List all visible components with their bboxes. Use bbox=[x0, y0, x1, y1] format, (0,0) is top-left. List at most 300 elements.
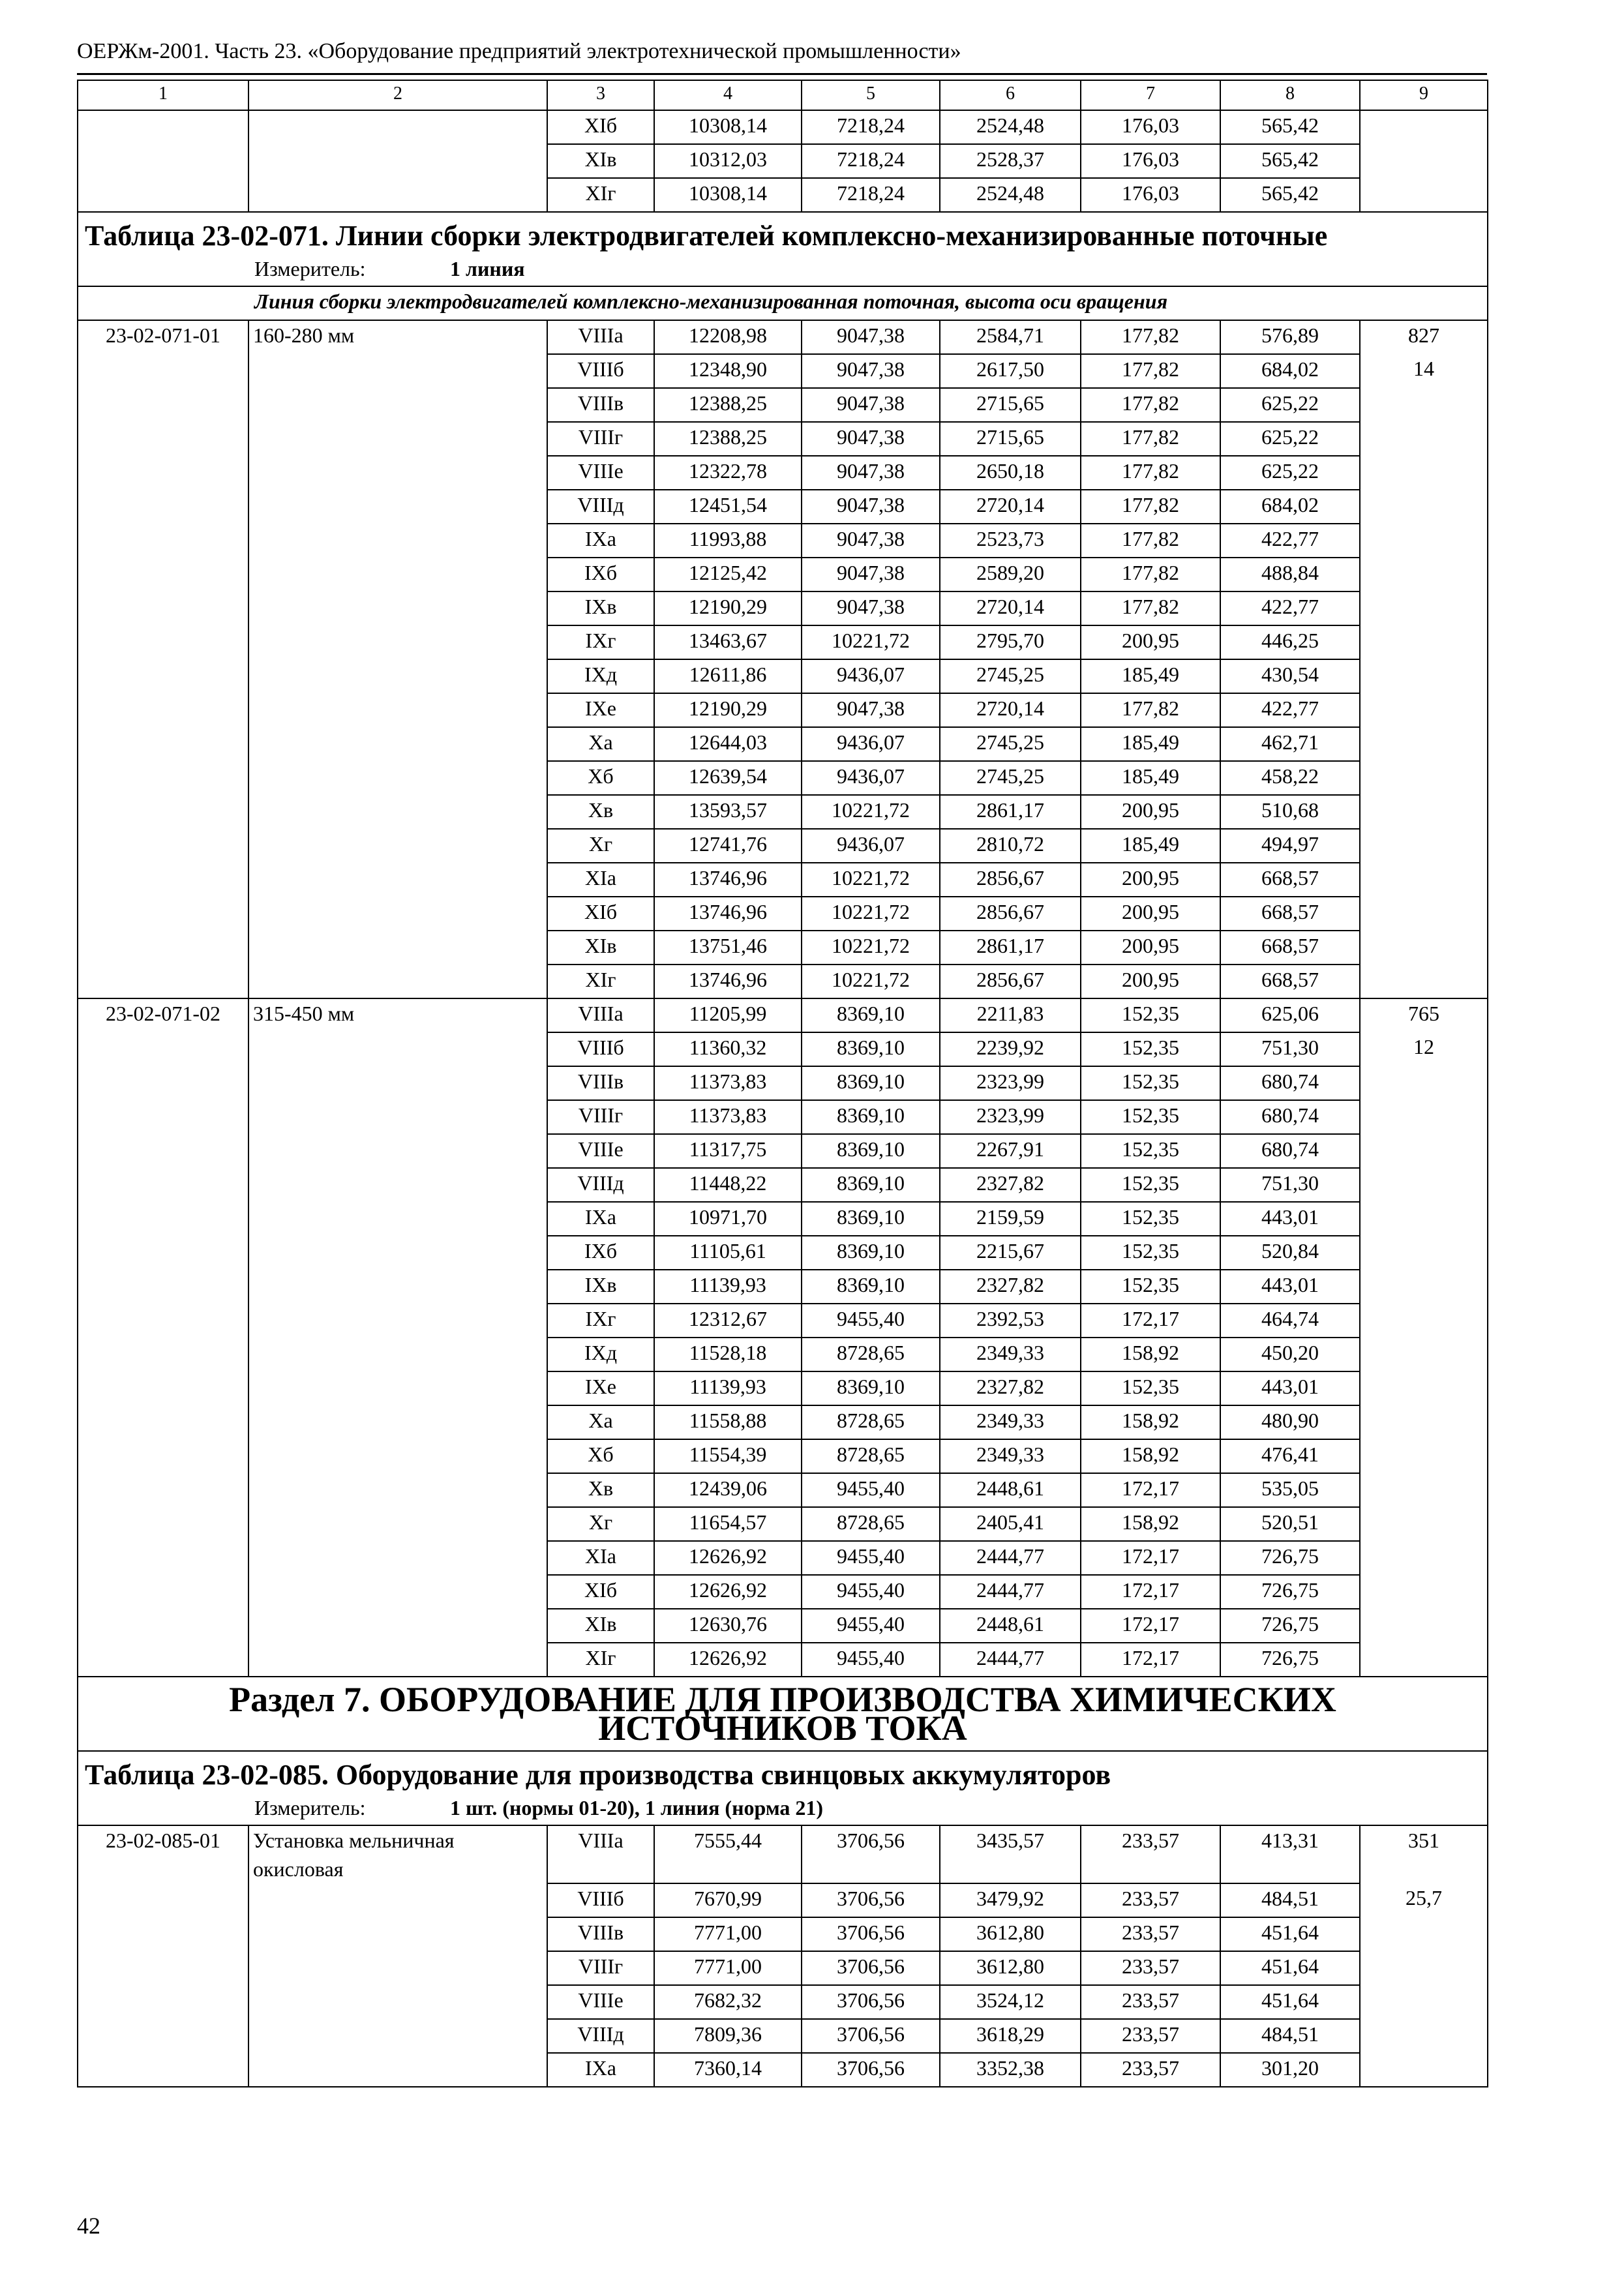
value-cell: 3612,80 bbox=[940, 1951, 1081, 1985]
table-row bbox=[78, 1473, 1488, 1507]
zone-cell: XIб bbox=[547, 110, 654, 144]
table-row bbox=[78, 829, 1488, 863]
value-cell: 9047,38 bbox=[802, 490, 940, 524]
value-cell: 11554,39 bbox=[654, 1439, 802, 1473]
column-number: 1 bbox=[78, 80, 248, 110]
resource-cell: 351 bbox=[1360, 1825, 1488, 1883]
value-cell: 462,71 bbox=[1220, 727, 1360, 761]
name-cell bbox=[248, 1985, 547, 2019]
value-cell: 451,64 bbox=[1220, 1985, 1360, 2019]
resource-cell: 14 bbox=[1360, 354, 1488, 388]
value-cell: 8369,10 bbox=[802, 1270, 940, 1304]
value-cell: 9047,38 bbox=[802, 320, 940, 354]
table-row bbox=[78, 1304, 1488, 1338]
table-row bbox=[78, 1825, 1488, 1883]
table-row bbox=[78, 625, 1488, 659]
table-row bbox=[78, 2019, 1488, 2053]
value-cell: 2745,25 bbox=[940, 659, 1081, 693]
value-cell: 12322,78 bbox=[654, 456, 802, 490]
value-cell: 12125,42 bbox=[654, 558, 802, 591]
resource-cell bbox=[1360, 1917, 1488, 1951]
rates-table bbox=[77, 80, 1488, 2087]
value-cell: 176,03 bbox=[1081, 144, 1220, 178]
code-cell: 23-02-071-01 bbox=[78, 320, 248, 354]
zone-cell: VIIIе bbox=[547, 1134, 654, 1168]
code-cell: 23-02-085-01 bbox=[78, 1825, 248, 1883]
value-cell: 2720,14 bbox=[940, 693, 1081, 727]
zone-cell: Xб bbox=[547, 761, 654, 795]
table-row bbox=[78, 591, 1488, 625]
code-cell bbox=[78, 524, 248, 558]
zone-cell: VIIIд bbox=[547, 1168, 654, 1202]
zone-cell: XIб bbox=[547, 1575, 654, 1609]
name-cell bbox=[248, 1134, 547, 1168]
name-cell bbox=[248, 456, 547, 490]
value-cell: 11528,18 bbox=[654, 1338, 802, 1371]
value-cell: 2720,14 bbox=[940, 490, 1081, 524]
value-cell: 11373,83 bbox=[654, 1100, 802, 1134]
resource-cell bbox=[1360, 1371, 1488, 1405]
value-cell: 177,82 bbox=[1081, 320, 1220, 354]
value-cell: 10221,72 bbox=[802, 897, 940, 931]
code-cell bbox=[78, 693, 248, 727]
value-cell: 8369,10 bbox=[802, 1168, 940, 1202]
name-cell bbox=[248, 1405, 547, 1439]
code-cell bbox=[78, 1134, 248, 1168]
value-cell: 8728,65 bbox=[802, 1338, 940, 1371]
table-row bbox=[78, 1236, 1488, 1270]
name-cell: 315-450 мм bbox=[248, 998, 547, 1032]
value-cell: 8369,10 bbox=[802, 1371, 940, 1405]
value-cell: 176,03 bbox=[1081, 110, 1220, 144]
code-cell bbox=[78, 1100, 248, 1134]
value-cell: 422,77 bbox=[1220, 693, 1360, 727]
code-cell bbox=[78, 659, 248, 693]
value-cell: 233,57 bbox=[1081, 1917, 1220, 1951]
name-cell bbox=[248, 1507, 547, 1541]
code-cell bbox=[78, 1270, 248, 1304]
table-row bbox=[78, 2053, 1488, 2087]
value-cell: 12388,25 bbox=[654, 422, 802, 456]
name-cell bbox=[248, 1917, 547, 1951]
table-row bbox=[78, 456, 1488, 490]
value-cell: 8369,10 bbox=[802, 1066, 940, 1100]
resource-cell bbox=[1360, 795, 1488, 829]
value-cell: 10971,70 bbox=[654, 1202, 802, 1236]
value-cell: 668,57 bbox=[1220, 931, 1360, 965]
value-cell: 625,22 bbox=[1220, 456, 1360, 490]
zone-cell: VIIIб bbox=[547, 1883, 654, 1917]
resource-cell bbox=[1360, 558, 1488, 591]
name-cell bbox=[248, 558, 547, 591]
table-row bbox=[78, 354, 1488, 388]
value-cell: 2861,17 bbox=[940, 795, 1081, 829]
value-cell: 12626,92 bbox=[654, 1643, 802, 1677]
table-row bbox=[78, 1066, 1488, 1100]
value-cell: 9455,40 bbox=[802, 1304, 940, 1338]
value-cell: 2159,59 bbox=[940, 1202, 1081, 1236]
resource-cell bbox=[1360, 1270, 1488, 1304]
resource-cell bbox=[1360, 693, 1488, 727]
zone-cell: VIIIа bbox=[547, 998, 654, 1032]
value-cell: 13746,96 bbox=[654, 863, 802, 897]
code-cell bbox=[78, 863, 248, 897]
value-cell: 177,82 bbox=[1081, 456, 1220, 490]
measure-label: Измеритель: bbox=[254, 257, 366, 280]
value-cell: 13751,46 bbox=[654, 931, 802, 965]
code-cell bbox=[78, 1168, 248, 1202]
name-cell bbox=[248, 829, 547, 863]
value-cell: 3706,56 bbox=[802, 1951, 940, 1985]
value-cell: 2810,72 bbox=[940, 829, 1081, 863]
value-cell: 2323,99 bbox=[940, 1100, 1081, 1134]
value-cell: 3352,38 bbox=[940, 2053, 1081, 2087]
value-cell: 484,51 bbox=[1220, 2019, 1360, 2053]
table-row bbox=[78, 998, 1488, 1032]
value-cell: 2405,41 bbox=[940, 1507, 1081, 1541]
name-cell bbox=[248, 1609, 547, 1643]
value-cell: 2856,67 bbox=[940, 863, 1081, 897]
value-cell: 200,95 bbox=[1081, 897, 1220, 931]
value-cell: 200,95 bbox=[1081, 931, 1220, 965]
value-cell: 680,74 bbox=[1220, 1066, 1360, 1100]
value-cell: 3706,56 bbox=[802, 1883, 940, 1917]
value-cell: 200,95 bbox=[1081, 863, 1220, 897]
resource-cell bbox=[1360, 422, 1488, 456]
zone-cell: IXв bbox=[547, 591, 654, 625]
value-cell: 2720,14 bbox=[940, 591, 1081, 625]
value-cell: 233,57 bbox=[1081, 1985, 1220, 2019]
value-cell: 12388,25 bbox=[654, 388, 802, 422]
value-cell: 152,35 bbox=[1081, 998, 1220, 1032]
table-row bbox=[78, 1338, 1488, 1371]
name-cell bbox=[248, 727, 547, 761]
value-cell: 172,17 bbox=[1081, 1643, 1220, 1677]
value-cell: 680,74 bbox=[1220, 1134, 1360, 1168]
value-cell: 8369,10 bbox=[802, 1134, 940, 1168]
header-rule bbox=[77, 73, 1487, 75]
value-cell: 12611,86 bbox=[654, 659, 802, 693]
code-cell bbox=[78, 965, 248, 998]
value-cell: 726,75 bbox=[1220, 1643, 1360, 1677]
zone-cell: VIIIе bbox=[547, 1985, 654, 2019]
value-cell: 10221,72 bbox=[802, 625, 940, 659]
name-cell bbox=[248, 591, 547, 625]
resource-cell bbox=[1360, 965, 1488, 998]
value-cell: 11205,99 bbox=[654, 998, 802, 1032]
value-cell: 2524,48 bbox=[940, 178, 1081, 212]
value-cell: 2267,91 bbox=[940, 1134, 1081, 1168]
value-cell: 9436,07 bbox=[802, 727, 940, 761]
value-cell: 9047,38 bbox=[802, 422, 940, 456]
column-number-row bbox=[78, 80, 1488, 110]
value-cell: 10312,03 bbox=[654, 144, 802, 178]
value-cell: 458,22 bbox=[1220, 761, 1360, 795]
value-cell: 8728,65 bbox=[802, 1405, 940, 1439]
column-number: 2 bbox=[248, 80, 547, 110]
code-cell bbox=[78, 1643, 248, 1677]
name-cell bbox=[248, 354, 547, 388]
value-cell: 12741,76 bbox=[654, 829, 802, 863]
column-number: 8 bbox=[1220, 80, 1360, 110]
name-cell bbox=[248, 625, 547, 659]
zone-cell: IXд bbox=[547, 1338, 654, 1371]
resource-cell bbox=[1360, 727, 1488, 761]
value-cell: 185,49 bbox=[1081, 829, 1220, 863]
table-row bbox=[78, 659, 1488, 693]
value-cell: 2349,33 bbox=[940, 1439, 1081, 1473]
zone-cell: XIв bbox=[547, 144, 654, 178]
value-cell: 451,64 bbox=[1220, 1917, 1360, 1951]
value-cell: 158,92 bbox=[1081, 1338, 1220, 1371]
value-cell: 13746,96 bbox=[654, 897, 802, 931]
code-cell bbox=[78, 456, 248, 490]
table-row bbox=[78, 1575, 1488, 1609]
value-cell: 12451,54 bbox=[654, 490, 802, 524]
resource-cell: 827 bbox=[1360, 320, 1488, 354]
code-cell bbox=[78, 422, 248, 456]
table-row bbox=[78, 178, 1488, 212]
code-cell bbox=[78, 1371, 248, 1405]
value-cell: 233,57 bbox=[1081, 2019, 1220, 2053]
column-number: 4 bbox=[654, 80, 802, 110]
value-cell: 2745,25 bbox=[940, 727, 1081, 761]
value-cell: 2650,18 bbox=[940, 456, 1081, 490]
value-cell: 12348,90 bbox=[654, 354, 802, 388]
value-cell: 520,51 bbox=[1220, 1507, 1360, 1541]
table-title-block bbox=[78, 212, 1488, 286]
code-cell bbox=[78, 490, 248, 524]
value-cell: 2392,53 bbox=[940, 1304, 1081, 1338]
table-row bbox=[78, 1609, 1488, 1643]
table-row bbox=[78, 863, 1488, 897]
table-row bbox=[78, 1202, 1488, 1236]
resource-cell bbox=[1360, 829, 1488, 863]
value-cell: 9436,07 bbox=[802, 761, 940, 795]
name-cell bbox=[248, 693, 547, 727]
value-cell: 7555,44 bbox=[654, 1825, 802, 1883]
value-cell: 172,17 bbox=[1081, 1575, 1220, 1609]
value-cell: 9047,38 bbox=[802, 524, 940, 558]
name-cell bbox=[248, 863, 547, 897]
value-cell: 152,35 bbox=[1081, 1134, 1220, 1168]
value-cell: 450,20 bbox=[1220, 1338, 1360, 1371]
value-cell: 9455,40 bbox=[802, 1575, 940, 1609]
zone-cell: Xг bbox=[547, 1507, 654, 1541]
name-cell bbox=[248, 524, 547, 558]
zone-cell: VIIIе bbox=[547, 456, 654, 490]
value-cell: 726,75 bbox=[1220, 1541, 1360, 1575]
value-cell: 625,22 bbox=[1220, 388, 1360, 422]
code-cell bbox=[78, 1951, 248, 1985]
resource-cell bbox=[1360, 1507, 1488, 1541]
value-cell: 10221,72 bbox=[802, 863, 940, 897]
value-cell: 565,42 bbox=[1220, 178, 1360, 212]
value-cell: 233,57 bbox=[1081, 1951, 1220, 1985]
zone-cell: VIIIг bbox=[547, 1951, 654, 1985]
value-cell: 185,49 bbox=[1081, 727, 1220, 761]
name-cell bbox=[248, 1951, 547, 1985]
page-header: ОЕРЖм-2001. Часть 23. «Оборудование предприятий электротехнической промышленности» bbox=[77, 39, 961, 63]
value-cell: 668,57 bbox=[1220, 897, 1360, 931]
value-cell: 11373,83 bbox=[654, 1066, 802, 1100]
table-row bbox=[78, 110, 1488, 144]
value-cell: 3435,57 bbox=[940, 1825, 1081, 1883]
zone-cell: VIIIв bbox=[547, 1917, 654, 1951]
name-cell bbox=[248, 2019, 547, 2053]
zone-cell: IXд bbox=[547, 659, 654, 693]
value-cell: 12639,54 bbox=[654, 761, 802, 795]
code-cell bbox=[78, 1066, 248, 1100]
value-cell: 9047,38 bbox=[802, 558, 940, 591]
value-cell: 177,82 bbox=[1081, 354, 1220, 388]
value-cell: 301,20 bbox=[1220, 2053, 1360, 2087]
value-cell: 625,22 bbox=[1220, 422, 1360, 456]
zone-cell: XIб bbox=[547, 897, 654, 931]
value-cell: 422,77 bbox=[1220, 591, 1360, 625]
table-row bbox=[78, 1100, 1488, 1134]
value-cell: 2584,71 bbox=[940, 320, 1081, 354]
zone-cell: XIв bbox=[547, 1609, 654, 1643]
value-cell: 3618,29 bbox=[940, 2019, 1081, 2053]
value-cell: 2349,33 bbox=[940, 1338, 1081, 1371]
value-cell: 12626,92 bbox=[654, 1575, 802, 1609]
name-cell bbox=[248, 1100, 547, 1134]
value-cell: 446,25 bbox=[1220, 625, 1360, 659]
table-row bbox=[78, 1985, 1488, 2019]
value-cell: 2444,77 bbox=[940, 1643, 1081, 1677]
table-row bbox=[78, 897, 1488, 931]
code-cell bbox=[78, 1439, 248, 1473]
code-cell bbox=[78, 1032, 248, 1066]
zone-cell: Xв bbox=[547, 1473, 654, 1507]
value-cell: 12208,98 bbox=[654, 320, 802, 354]
table-row bbox=[78, 795, 1488, 829]
value-cell: 8728,65 bbox=[802, 1439, 940, 1473]
code-cell bbox=[78, 727, 248, 761]
resource-cell bbox=[1360, 1643, 1488, 1677]
zone-cell: XIа bbox=[547, 1541, 654, 1575]
value-cell: 2524,48 bbox=[940, 110, 1081, 144]
value-cell: 172,17 bbox=[1081, 1541, 1220, 1575]
value-cell: 684,02 bbox=[1220, 354, 1360, 388]
zone-cell: IXб bbox=[547, 1236, 654, 1270]
value-cell: 2856,67 bbox=[940, 897, 1081, 931]
code-cell bbox=[78, 354, 248, 388]
table-row bbox=[78, 965, 1488, 998]
code-cell bbox=[78, 1507, 248, 1541]
code-cell bbox=[78, 591, 248, 625]
zone-cell: XIа bbox=[547, 863, 654, 897]
value-cell: 11654,57 bbox=[654, 1507, 802, 1541]
value-cell: 152,35 bbox=[1081, 1168, 1220, 1202]
resource-cell bbox=[1360, 490, 1488, 524]
resource-cell bbox=[1360, 1575, 1488, 1609]
name-cell bbox=[248, 1236, 547, 1270]
resource-cell bbox=[1360, 761, 1488, 795]
value-cell: 2528,37 bbox=[940, 144, 1081, 178]
name-cell bbox=[248, 761, 547, 795]
value-cell: 177,82 bbox=[1081, 524, 1220, 558]
value-cell: 2448,61 bbox=[940, 1609, 1081, 1643]
zone-cell: VIIIд bbox=[547, 490, 654, 524]
value-cell: 480,90 bbox=[1220, 1405, 1360, 1439]
table-row bbox=[78, 1405, 1488, 1439]
value-cell: 476,41 bbox=[1220, 1439, 1360, 1473]
value-cell: 484,51 bbox=[1220, 1883, 1360, 1917]
name-cell bbox=[248, 1304, 547, 1338]
value-cell: 233,57 bbox=[1081, 1883, 1220, 1917]
zone-cell: VIIIг bbox=[547, 1100, 654, 1134]
value-cell: 7218,24 bbox=[802, 144, 940, 178]
resource-cell bbox=[1360, 2019, 1488, 2053]
name-cell bbox=[248, 1270, 547, 1304]
zone-cell: VIIIб bbox=[547, 1032, 654, 1066]
value-cell: 751,30 bbox=[1220, 1168, 1360, 1202]
code-cell bbox=[78, 1473, 248, 1507]
name-cell bbox=[248, 178, 547, 212]
value-cell: 12630,76 bbox=[654, 1609, 802, 1643]
value-cell: 668,57 bbox=[1220, 863, 1360, 897]
code-cell bbox=[78, 1985, 248, 2019]
value-cell: 2323,99 bbox=[940, 1066, 1081, 1100]
value-cell: 9436,07 bbox=[802, 829, 940, 863]
value-cell: 443,01 bbox=[1220, 1371, 1360, 1405]
value-cell: 152,35 bbox=[1081, 1371, 1220, 1405]
code-cell bbox=[78, 1202, 248, 1236]
value-cell: 176,03 bbox=[1081, 178, 1220, 212]
value-cell: 11448,22 bbox=[654, 1168, 802, 1202]
zone-cell: IXе bbox=[547, 1371, 654, 1405]
resource-cell bbox=[1360, 863, 1488, 897]
table-row bbox=[78, 1507, 1488, 1541]
value-cell: 177,82 bbox=[1081, 693, 1220, 727]
name-cell bbox=[248, 1439, 547, 1473]
value-cell: 10221,72 bbox=[802, 965, 940, 998]
column-number: 7 bbox=[1081, 80, 1220, 110]
value-cell: 8369,10 bbox=[802, 1100, 940, 1134]
column-number: 9 bbox=[1360, 80, 1488, 110]
value-cell: 185,49 bbox=[1081, 659, 1220, 693]
table-row bbox=[78, 490, 1488, 524]
value-cell: 7360,14 bbox=[654, 2053, 802, 2087]
table-row bbox=[78, 422, 1488, 456]
name-cell bbox=[248, 1575, 547, 1609]
value-cell: 2523,73 bbox=[940, 524, 1081, 558]
resource-cell bbox=[1360, 1439, 1488, 1473]
measure-value: 1 шт. (нормы 01-20), 1 линия (норма 21) bbox=[450, 1796, 824, 1819]
value-cell: 9047,38 bbox=[802, 456, 940, 490]
resource-cell bbox=[1360, 1134, 1488, 1168]
resource-cell bbox=[1360, 524, 1488, 558]
table-subtitle: Линия сборки электродвигателей комплексно-механизированная поточная, высота оси вращения bbox=[78, 286, 1488, 320]
value-cell: 680,74 bbox=[1220, 1100, 1360, 1134]
value-cell: 413,31 bbox=[1220, 1825, 1360, 1883]
zone-cell: VIIIг bbox=[547, 422, 654, 456]
resource-cell bbox=[1360, 1985, 1488, 2019]
value-cell: 177,82 bbox=[1081, 558, 1220, 591]
value-cell: 565,42 bbox=[1220, 110, 1360, 144]
table-row bbox=[78, 693, 1488, 727]
value-cell: 625,06 bbox=[1220, 998, 1360, 1032]
value-cell: 535,05 bbox=[1220, 1473, 1360, 1507]
table-row bbox=[78, 388, 1488, 422]
resource-cell bbox=[1360, 1405, 1488, 1439]
zone-cell: IXе bbox=[547, 693, 654, 727]
value-cell: 200,95 bbox=[1081, 965, 1220, 998]
value-cell: 9455,40 bbox=[802, 1643, 940, 1677]
value-cell: 158,92 bbox=[1081, 1507, 1220, 1541]
